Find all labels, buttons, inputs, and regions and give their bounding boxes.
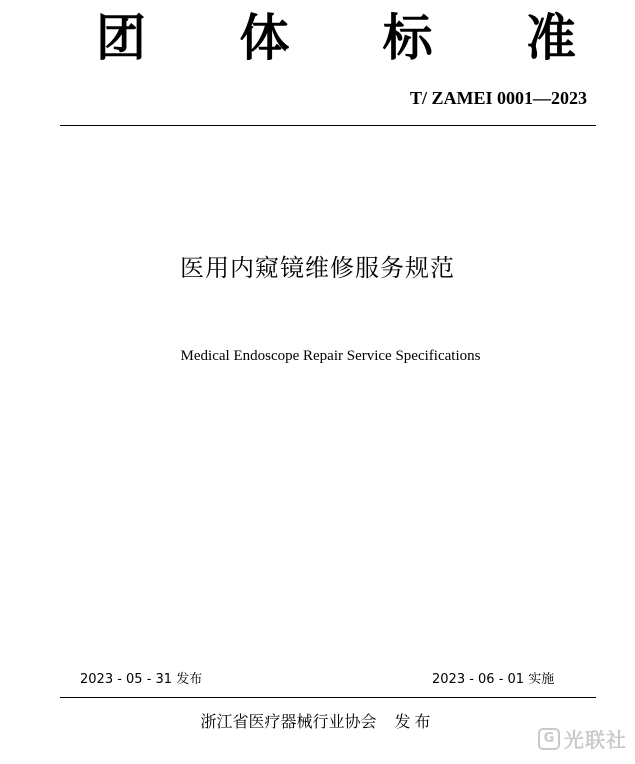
document-title-chinese: 医用内窥镜维修服务规范 [180,254,455,282]
standard-type-char: 准 [525,9,576,67]
watermark-logo [538,724,627,753]
standard-type-char: 标 [382,9,433,67]
standard-type-char: 体 [239,9,290,67]
watermark-text: 光联社 [564,728,627,752]
effective-date: 2023 - 06 - 01 实施 [432,672,555,687]
standard-type-char: 团 [96,9,146,67]
publisher-action: 发布 [394,712,435,731]
standard-code: T/ ZAMEI 0001—2023 [409,88,587,108]
watermark-icon: G [538,728,560,750]
standard-type-heading [96,8,576,68]
header-divider [60,125,596,126]
document-title-english: Medical Endoscope Repair Service Specifications [180,348,481,364]
publisher-name: 浙江省医疗器械行业协会 [200,712,377,731]
footer-divider [60,697,596,698]
publish-date: 2023 - 05 - 31 发布 [80,672,203,687]
